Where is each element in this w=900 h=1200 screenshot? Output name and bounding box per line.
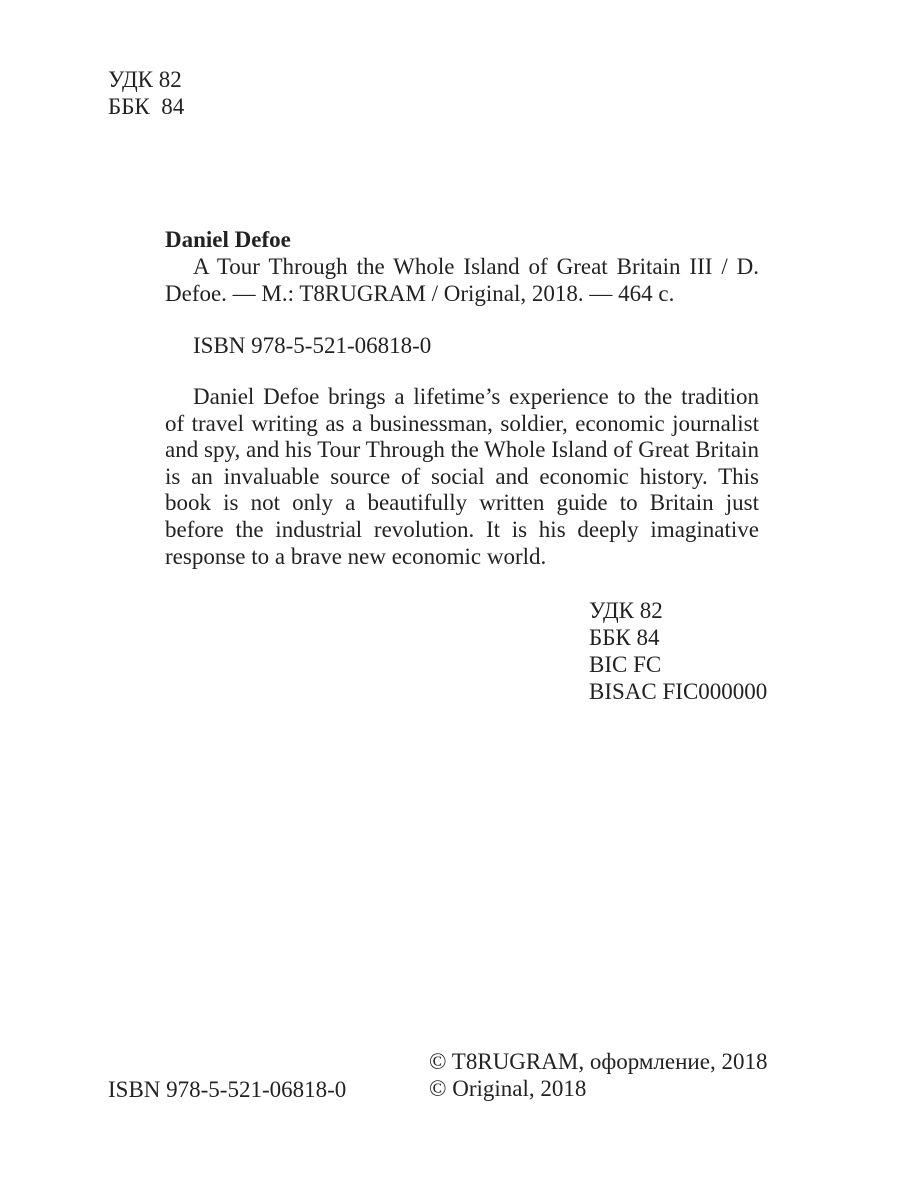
copyright-original: © Original, 2018 xyxy=(429,1076,587,1101)
bisac-code: BISAC FIC000000 xyxy=(589,679,768,704)
copyright-design: © T8RUGRAM, оформление, 2018 xyxy=(429,1049,768,1074)
bbk-code: ББК 84 xyxy=(589,625,660,650)
header-classification-codes xyxy=(108,66,184,120)
classification-codes xyxy=(589,597,767,705)
bibliographic-record xyxy=(165,226,759,307)
udk-code: УДК 82 xyxy=(589,598,663,623)
bic-code: BIC FC xyxy=(589,652,662,677)
bbk-code: ББК 84 xyxy=(108,94,185,119)
bibliographic-description: A Tour Through the Whole Island of Great Britain III / D. Defoe. — M.: T8RUGRAM / Original, 2018. — 464 с. xyxy=(165,254,759,306)
copyright-notices xyxy=(429,1048,767,1102)
author-name: Daniel Defoe xyxy=(165,227,291,252)
udk-code: УДК 82 xyxy=(108,67,182,92)
annotation-paragraph: Daniel Defoe brings a lifetime’s experience to the tradition of travel writing as a businessman, soldier, economic journalist and spy, and his Tour Through the Whole Island of Great Britain is an invaluable source of social and economic history. This book is not only a beautifully written guide to Britain just before the industrial revolution. It is his deeply imaginative response to a brave new economic world. xyxy=(165,384,759,569)
footer-isbn: ISBN 978-5-521-06818-0 xyxy=(108,1077,347,1102)
isbn: ISBN 978-5-521-06818-0 xyxy=(193,333,432,358)
